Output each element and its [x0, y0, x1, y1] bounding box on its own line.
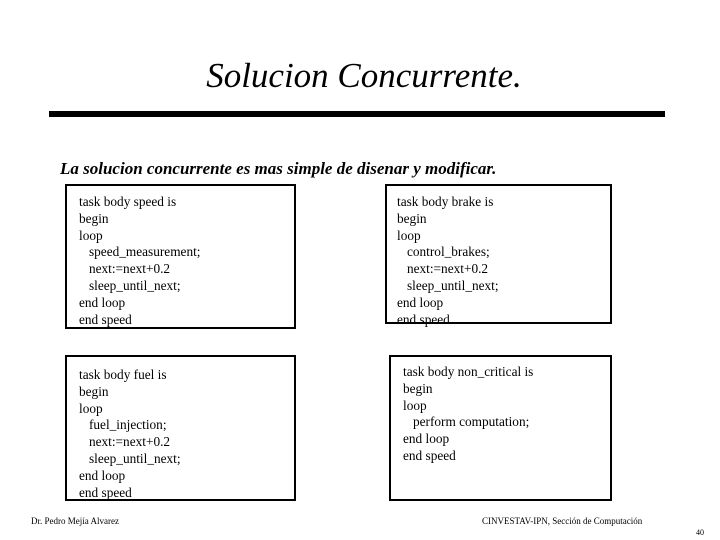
code-line: loop [79, 400, 103, 416]
footer-institution: CINVESTAV-IPN, Sección de Computación [482, 516, 643, 526]
code-line: loop [397, 227, 421, 243]
title-divider [49, 111, 665, 117]
code-line: begin [79, 210, 109, 226]
code-line: task body non_critical is [403, 364, 534, 379]
code-line: task body brake is [397, 194, 494, 209]
code-box-non-critical-task [389, 355, 612, 501]
slide-title: Solucion Concurrente. [206, 56, 522, 95]
code-line: next:=next+0.2 [397, 261, 489, 277]
code-line: end speed [403, 447, 456, 463]
code-line: end loop [403, 431, 450, 447]
code-line: end loop [79, 294, 126, 310]
code-line: begin [397, 210, 427, 226]
code-line: begin [403, 380, 433, 396]
code-line: next:=next+0.2 [79, 434, 171, 450]
code-line: end loop [397, 294, 444, 310]
code-box-speed-task [65, 184, 296, 329]
page-number: 40 [696, 528, 704, 537]
code-line: end speed [397, 311, 450, 327]
code-line: task body speed is [79, 194, 177, 209]
code-box-brake-task [385, 184, 612, 327]
code-line: sleep_until_next; [79, 277, 181, 293]
code-line: end speed [79, 311, 132, 327]
code-line: begin [79, 383, 109, 399]
code-line: sleep_until_next; [79, 450, 181, 466]
code-line: next:=next+0.2 [79, 261, 171, 277]
code-line: end speed [79, 484, 132, 500]
code-line: control_brakes; [397, 244, 490, 260]
code-line: loop [403, 397, 427, 413]
code-line: sleep_until_next; [397, 277, 499, 293]
code-line: end loop [79, 467, 126, 483]
code-line: loop [79, 227, 103, 243]
code-line: task body fuel is [79, 367, 167, 382]
slide-subtitle: La solucion concurrente es mas simple de disenar y modificar. [60, 159, 497, 178]
footer-author: Dr. Pedro Mejía Alvarez [31, 516, 119, 526]
code-line: fuel_injection; [79, 417, 167, 433]
code-line: perform computation; [403, 414, 530, 430]
code-box-fuel-task [65, 355, 296, 501]
code-line: speed_measurement; [79, 244, 201, 260]
